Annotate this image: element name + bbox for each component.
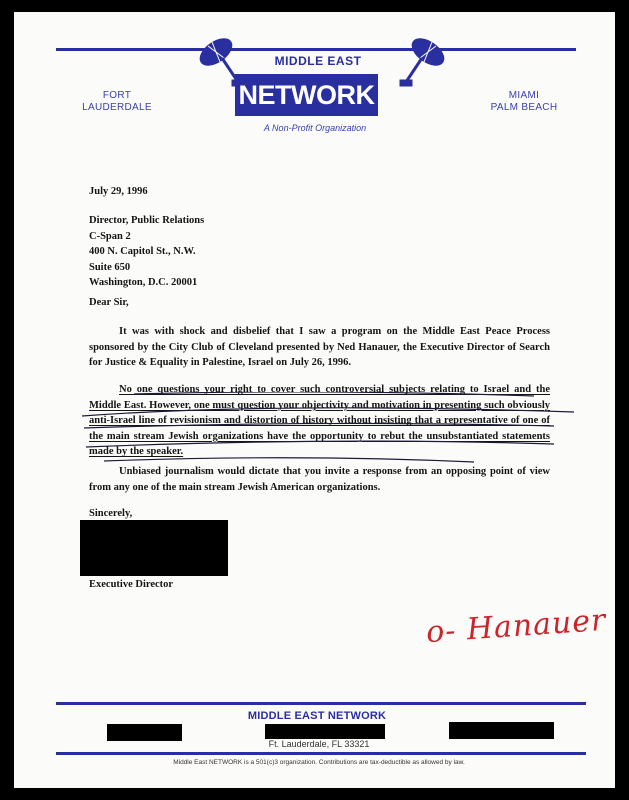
logo-network: NETWORK	[235, 74, 378, 116]
right-city-line1: MIAMI	[508, 90, 540, 101]
left-city-line1: FORT	[102, 90, 132, 101]
tagline: A Non-Profit Organization	[263, 123, 367, 133]
redacted-signature	[80, 520, 228, 576]
footer-city: Ft. Lauderdale, FL 33321	[268, 739, 370, 749]
paragraph-1-text: It was with shock and disbelief that I saw a program on the Middle East Peace Process sponsored by the City Club of Cleveland presented by Ned Hanauer, the Executive Director of Search for Justice & Equality in Palestine, Israel on July 26, 1996.	[89, 326, 550, 368]
handwritten-annotation: o- Hanauer	[424, 602, 608, 651]
paragraph-1	[89, 324, 550, 371]
redacted-footer-right	[449, 722, 554, 739]
paragraph-2-text: No one questions your right to cover such controversial subjects relating to Israel and the Middle East. However, one must question your objectivity and motivation in presenting such obviously anti-Israel line of revisionism and distortion of history without insisting that a representative of one of the main stream Jewish organizations have the opportunity to rebut the unsubstantiated statements made by the speaker.	[89, 384, 550, 457]
right-city	[479, 90, 569, 114]
header-rule	[56, 48, 576, 51]
salutation: Dear Sir,	[89, 297, 129, 308]
address-line: Suite 650	[89, 261, 131, 273]
footer-org-name: MIDDLE EAST NETWORK	[247, 710, 387, 722]
redacted-footer-center	[265, 724, 385, 739]
letter-page	[14, 12, 615, 788]
left-city-line2: LAUDERDALE	[82, 102, 152, 113]
paragraph-3	[89, 464, 550, 495]
logo-title: MIDDLE EAST	[274, 54, 362, 68]
redacted-footer-left	[107, 724, 182, 741]
address-line: 400 N. Capitol St., N.W.	[89, 246, 196, 257]
footer-rule-bottom	[56, 752, 586, 755]
handdrawn-underlines	[74, 392, 574, 472]
closing: Sincerely,	[89, 508, 133, 519]
address-line: C-Span 2	[89, 230, 131, 242]
address-line: Washington, D.C. 20001	[89, 277, 198, 288]
left-city	[72, 90, 162, 114]
footer-rule-top	[56, 702, 586, 705]
letter-date: July 29, 1996	[89, 186, 148, 197]
footer-note: Middle East NETWORK is a 501(c)3 organization. Contributions are tax-deductible as allowed by law.	[173, 759, 465, 766]
satellite-dish-right-icon	[394, 32, 450, 92]
signer-title: Executive Director	[89, 579, 174, 590]
right-city-line2: PALM BEACH	[490, 102, 558, 113]
recipient-address	[89, 213, 204, 291]
address-line: Director, Public Relations	[89, 215, 205, 226]
paragraph-3-text: Unbiased journalism would dictate that you invite a response from an opposing point of view from any one of the main stream Jewish American organizations.	[89, 466, 550, 493]
